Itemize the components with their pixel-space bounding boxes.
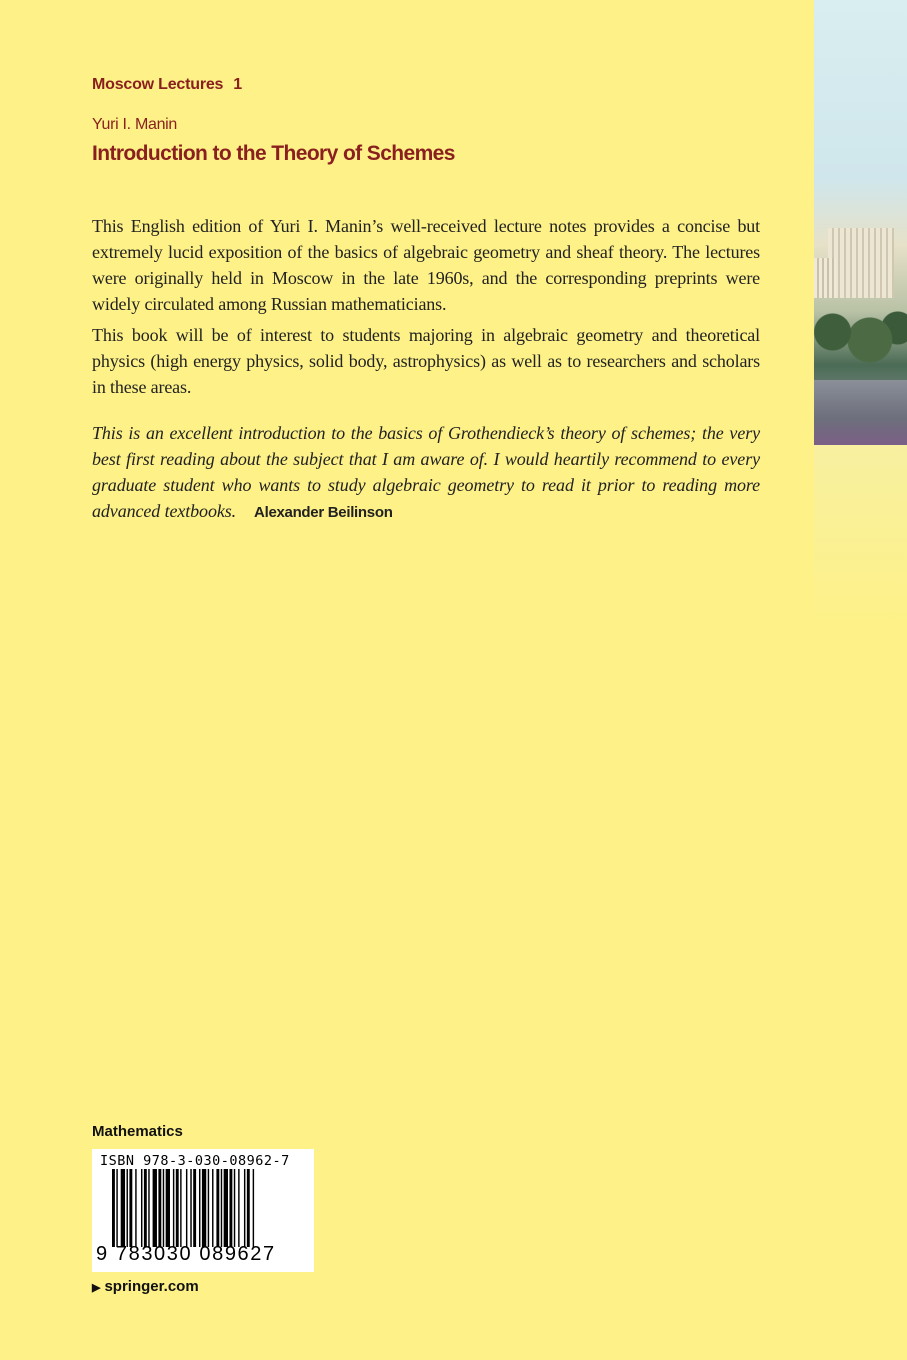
barcode-bar xyxy=(208,1169,209,1247)
barcode-bar xyxy=(199,1169,200,1247)
endorsement-quote xyxy=(92,420,760,526)
barcode-bar xyxy=(229,1169,232,1247)
description-paragraph-1: This English edition of Yuri I. Manin’s well-received lecture notes provides a concise but extremely lucid exposition of the basics of algebraic geometry and sheaf theory. The lectures were originally held in Moscow in the late 1960s, and the corresponding preprints were widely circulated among Russian mathematicians. xyxy=(92,216,760,314)
barcode-bar xyxy=(173,1169,174,1247)
author-name: Yuri I. Manin xyxy=(92,116,178,133)
barcode-bar xyxy=(180,1169,181,1247)
photo-building xyxy=(828,228,894,298)
photo-trees xyxy=(814,300,907,380)
website-link: springer.com xyxy=(104,1278,199,1295)
barcode-bar xyxy=(253,1169,254,1247)
barcode-bar xyxy=(166,1169,170,1247)
barcode-bar xyxy=(221,1169,222,1247)
barcode-bar xyxy=(153,1169,157,1247)
barcode-bar xyxy=(202,1169,206,1247)
barcode-bar xyxy=(176,1169,179,1247)
barcode-bar xyxy=(144,1169,147,1247)
barcode-bar xyxy=(129,1169,132,1247)
barcode-bars xyxy=(112,1169,308,1247)
barcode-bar xyxy=(224,1169,228,1247)
isbn-barcode xyxy=(92,1149,314,1272)
barcode-bar xyxy=(148,1169,149,1247)
barcode-bar xyxy=(141,1169,142,1247)
cover-photo-strip xyxy=(814,0,907,445)
barcode-bar xyxy=(127,1169,128,1247)
barcode-bar xyxy=(121,1169,125,1247)
barcode-bar xyxy=(158,1169,161,1247)
barcode-bar xyxy=(244,1169,245,1247)
barcode-digits: 9 783030 089627 xyxy=(96,1243,276,1265)
photo-building-small xyxy=(814,258,836,298)
barcode-bar xyxy=(238,1169,239,1247)
series-name: Moscow Lectures xyxy=(92,76,224,93)
barcode-bar xyxy=(247,1169,250,1247)
publisher-website xyxy=(92,1278,199,1295)
barcode-bar xyxy=(234,1169,235,1247)
barcode-bar xyxy=(186,1169,187,1247)
barcode-bar xyxy=(212,1169,213,1247)
series-number: 1 xyxy=(233,76,242,93)
barcode-bar xyxy=(163,1169,164,1247)
subject-label: Mathematics xyxy=(92,1123,183,1140)
isbn-text: ISBN 978-3-030-08962-7 xyxy=(100,1153,290,1169)
barcode-bar xyxy=(135,1169,136,1247)
barcode-bar xyxy=(112,1169,115,1247)
photo-road xyxy=(814,380,907,445)
quote-attribution: Alexander Beilinson xyxy=(254,504,393,521)
quote-text: This is an excellent introduction to the basics of Grothendieck’s theory of schemes; the very best first reading about the subject that I am aware of. I would heartily recommend to every graduate student who wants to study algebraic geometry to read it prior to reading more advanced textbooks. xyxy=(92,423,760,521)
description-paragraph-2: This book will be of interest to students majoring in algebraic geometry and theoretical physics (high energy physics, solid body, astrophysics) as well as to researchers and scholars in these areas. xyxy=(92,325,760,397)
series-label xyxy=(92,76,242,94)
book-title: Introduction to the Theory of Schemes xyxy=(92,142,455,165)
photo-fade xyxy=(814,445,907,630)
barcode-bar xyxy=(193,1169,196,1247)
arrow-icon: ▶ xyxy=(92,1282,101,1294)
barcode-bar xyxy=(116,1169,117,1247)
barcode-bar xyxy=(216,1169,219,1247)
barcode-bar xyxy=(190,1169,191,1247)
